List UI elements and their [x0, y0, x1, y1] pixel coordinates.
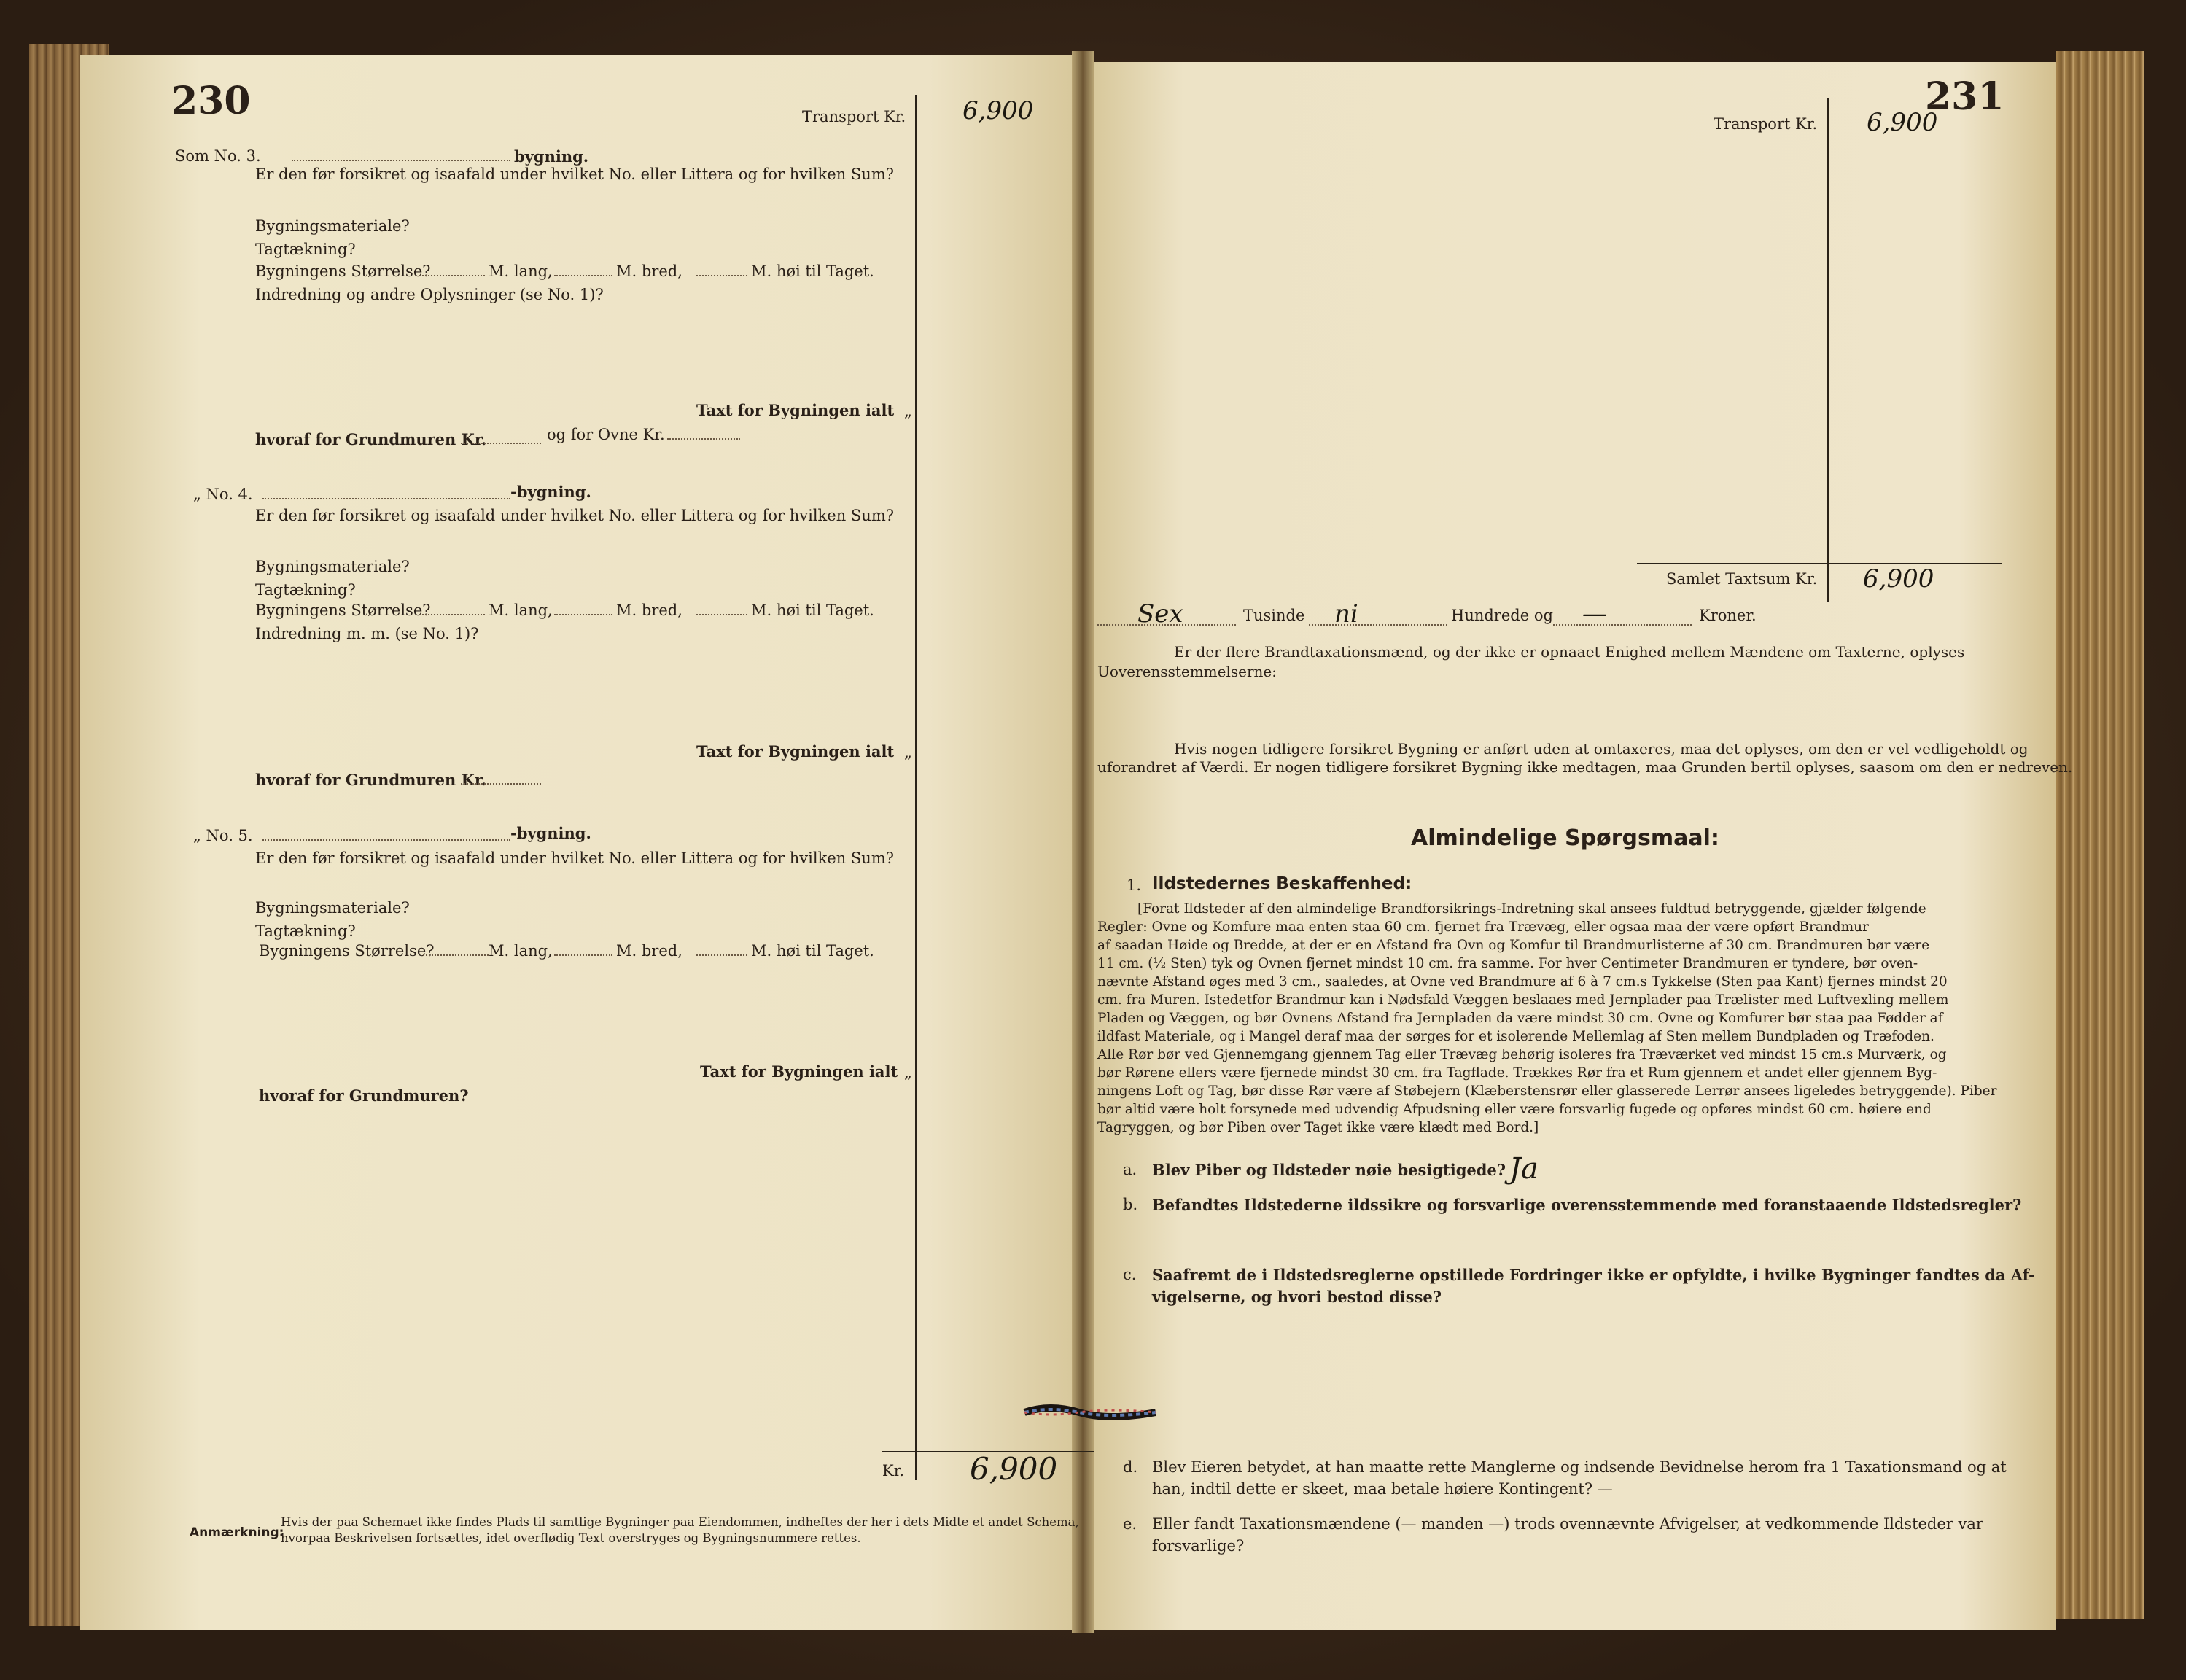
section-number: 1.: [1127, 876, 1142, 894]
question-a: Blev Piber og Ildsteder nøie besigtigede?: [1152, 1161, 1506, 1179]
regler-line-4: 11 cm. (½ Sten) tyk og Ovnen fjernet mindst 10 cm. fra samme. For hver Centimeter Brandmuren er tyndere, bør oven-: [1097, 956, 1918, 971]
regler-line-13: Tagryggen, og bør Piben over Taget ikke være klædt med Bord.]: [1097, 1120, 1539, 1135]
question-d-line-1: Blev Eieren betydet, at han maatte rette Manglerne og indsende Bevidnelse herom fra 1 Taxationsmand og at: [1152, 1458, 2007, 1476]
regler-line-10: bør Rørene ellers være fjernede mindst 30 cm. fra Tagflade. Trækkes Rør fra et Rum gjennem et andet eller gjennem Byg-: [1097, 1065, 1937, 1081]
no3-material: Bygningsmateriale?: [255, 217, 410, 235]
question-e-line-1: Eller fandt Taxationsmændene (— manden —) trods ovennævnte Afvigelser, at vedkommende Ildsteder var: [1152, 1515, 1983, 1533]
no5-total: Taxt for Bygningen ialt: [700, 1062, 898, 1081]
regler-line-9: Alle Rør bør ved Gjennemgang gjennem Tag eller Trævæg behørig isoleres fra Træværket ved mindst 15 cm.s Murværk, og: [1097, 1047, 1947, 1062]
page-number-left: 230: [171, 79, 251, 123]
no3-dotted-line: [292, 159, 510, 161]
no4-dots-1: [419, 613, 485, 615]
kr-value: 6,900: [970, 1451, 1058, 1487]
no3-size-label: Bygningens Størrelse?: [255, 262, 431, 280]
samlet-value: 6,900: [1863, 564, 1934, 594]
section-title: Ildstedernes Beskaffenhed:: [1152, 874, 1412, 893]
no5-grund: hvoraf for Grundmuren?: [259, 1086, 469, 1105]
no4-m-bred: M. bred,: [616, 602, 682, 619]
no3-interior: Indredning og andre Oplysninger (se No. 1)?: [255, 286, 604, 303]
question-c-letter: c.: [1123, 1266, 1137, 1283]
question-d-letter: d.: [1123, 1458, 1138, 1476]
para1-line-1: Er der flere Brandtaxationsmænd, og der ikke er opnaaet Enighed mellem Mændene om Taxterne, oplyses: [1174, 643, 1965, 661]
book-cover-right: [2056, 51, 2144, 1619]
question-a-answer: Ja: [1509, 1152, 1539, 1186]
samlet-label: Samlet Taxtsum Kr.: [1666, 570, 1818, 588]
no3-ovne-dots: [667, 438, 740, 440]
no3-total: Taxt for Bygningen ialt: [696, 401, 895, 419]
no4-suffix: -bygning.: [510, 483, 591, 501]
regler-line-7: Pladen og Væggen, og bør Ovnens Afstand fra Jernpladen da være mindst 30 cm. Ovne og Komfurer bør staa paa Fødder af: [1097, 1011, 1943, 1026]
regler-line-11: ningens Loft og Tag, bør disse Rør være af Støbejern (Klæberstensrør eller glasserede Lerrør ansees ligeledes betryggende). Piber: [1097, 1084, 1997, 1099]
no3-grund: hvoraf for Grundmuren Kr.: [255, 430, 487, 448]
no4-dots-3: [696, 613, 747, 615]
no4-interior: Indredning m. m. (se No. 1)?: [255, 625, 479, 642]
question-e-letter: e.: [1123, 1515, 1137, 1533]
no3-question: Er den før forsikret og isaafald under hvilket No. eller Littera og for hvilken Sum?: [255, 166, 894, 183]
no4-m-lang: M. lang,: [489, 602, 553, 619]
no5-question: Er den før forsikret og isaafald under hvilket No. eller Littera og for hvilken Sum?: [255, 849, 894, 867]
no5-m-lang: M. lang,: [489, 942, 553, 960]
no3-roofing: Tagtækning?: [255, 241, 356, 258]
sum-words-thousands: Sex: [1137, 599, 1183, 629]
no5-roofing: Tagtækning?: [255, 922, 356, 940]
para2-line-1: Hvis nogen tidligere forsikret Bygning er anført uden at omtaxeres, maa det oplyses, om den er vel vedligeholdt og: [1174, 740, 2029, 758]
no4-material: Bygningsmateriale?: [255, 558, 410, 575]
question-b: Befandtes Ildstederne ildssikre og forsvarlige overensstemmende med foranstaaende Ildstedsregler?: [1152, 1196, 2022, 1214]
question-a-letter: a.: [1123, 1161, 1137, 1178]
para2-line-2: uforandret af Værdi. Er nogen tidligere forsikret Bygning ikke medtagen, maa Grunden bertil oplyses, saasom om den er nedreven.: [1097, 758, 2073, 776]
hundrede-label: Hundrede og: [1451, 607, 1553, 624]
question-d-line-2: han, indtil dette er skeet, maa betale høiere Kontingent? —: [1152, 1480, 1613, 1498]
question-e-line-2: forsvarlige?: [1152, 1537, 1245, 1555]
no3-ovne: og for Ovne Kr.: [547, 426, 665, 443]
note-line-1: Hvis der paa Schemaet ikke findes Plads til samtlige Bygninger paa Eiendommen, indheftes der her i dets Midte et andet Schema,: [281, 1515, 1079, 1529]
no4-dots-2: [554, 613, 612, 615]
sum-dots-2: [1309, 623, 1447, 626]
no4-grund-dots: [461, 782, 541, 785]
transport-value-left: 6,900: [962, 96, 1034, 125]
no4-total: Taxt for Bygningen ialt: [696, 742, 895, 761]
bookmark-ribbon: [1021, 1404, 1159, 1421]
no4-size-label: Bygningens Størrelse?: [255, 602, 431, 619]
no4-dotted-line: [262, 497, 510, 499]
no3-dots-2: [554, 274, 612, 276]
sum-dots-1: [1097, 623, 1236, 626]
transport-value-right: 6,900: [1867, 108, 1938, 137]
amount-column-line: [915, 95, 917, 1480]
sum-words-rest: —: [1582, 599, 1607, 629]
no3-grund-dots: [461, 442, 541, 444]
no5-m-bred: M. bred,: [616, 942, 682, 960]
regler-line-6: cm. fra Muren. Istedetfor Brandmur kan i Nødsfald Væggen beslaaes med Jernplader paa Trælister med Luftvexling mellem: [1097, 992, 1949, 1008]
no5-suffix: -bygning.: [510, 824, 591, 842]
no5-dots-2: [554, 954, 612, 956]
kroner-label: Kroner.: [1699, 607, 1757, 624]
no5-m-hoi: M. høi til Taget.: [751, 942, 874, 960]
note-line-2: hvorpaa Beskrivelsen fortsættes, idet overflødig Text overstryges og Bygningsnummere rettes.: [281, 1531, 861, 1545]
sum-dots-3: [1553, 623, 1692, 626]
question-c-line-2: vigelserne, og hvori bestod disse?: [1152, 1288, 1442, 1306]
no3-dots-1: [419, 274, 485, 276]
almindelige-heading: Almindelige Spørgsmaal:: [1411, 825, 1719, 851]
regler-line-3: af saadan Høide og Bredde, at der er en Afstand fra Ovn og Komfur til Brandmurlisterne af 30 cm. Brandmuren bør være: [1097, 938, 1930, 953]
no4-prefix: „ No. 4.: [193, 486, 253, 503]
no4-total-mark: „: [904, 744, 912, 761]
no5-dots-3: [696, 954, 747, 956]
no5-total-mark: „: [904, 1064, 912, 1081]
no3-total-mark: „: [904, 402, 912, 420]
question-c-line-1: Saafremt de i Ildstedsreglerne opstillede Fordringer ikke er opfyldte, i hvilke Bygninger fandtes da Af-: [1152, 1266, 2035, 1284]
no5-size-label: Bygningens Størrelse?: [259, 942, 435, 960]
no3-m-lang: M. lang,: [489, 262, 553, 280]
no3-m-bred: M. bred,: [616, 262, 682, 280]
regler-line-8: ildfast Materiale, og i Mangel deraf maa der sørges for et isolerende Mellemlag af Sten mellem Bundpladen og Træfoden.: [1097, 1029, 1934, 1044]
no3-dots-3: [696, 274, 747, 276]
no5-dotted-line: [262, 839, 510, 841]
sum-words-hundreds: ni: [1334, 599, 1358, 629]
no3-suffix: bygning.: [514, 147, 589, 166]
transport-label-right: Transport Kr.: [1714, 115, 1818, 133]
no4-roofing: Tagtækning?: [255, 581, 356, 599]
regler-line-1: [Forat Ildsteder af den almindelige Brandforsikrings-Indretning skal ansees fuldtud betryggende, gjælder følgende: [1137, 901, 1926, 917]
no5-prefix: „ No. 5.: [193, 827, 253, 844]
no4-m-hoi: M. høi til Taget.: [751, 602, 874, 619]
regler-line-5: nævnte Afstand øges med 3 cm., saaledes, at Ovne ved Brandmure af 6 à 7 cm.s Tykkelse (Sten paa Kant) fjernes mindst 20: [1097, 974, 1948, 989]
transport-label-left: Transport Kr.: [802, 108, 906, 125]
no4-question: Er den før forsikret og isaafald under hvilket No. eller Littera og for hvilken Sum?: [255, 507, 894, 524]
kr-label: Kr.: [882, 1462, 905, 1479]
question-b-letter: b.: [1123, 1196, 1138, 1213]
page-number-right: 231: [1925, 74, 2004, 119]
no4-grund: hvoraf for Grundmuren Kr.: [255, 771, 487, 789]
book-gutter: [1072, 51, 1094, 1633]
note-label: Anmærkning:: [190, 1525, 284, 1540]
tusinde-label: Tusinde: [1243, 607, 1305, 624]
para1-line-2: Uoverensstemmelserne:: [1097, 663, 1277, 680]
samlet-rule: [1637, 563, 2002, 564]
regler-line-2: Regler: Ovne og Komfure maa enten staa 60 cm. fjernet fra Trævæg, eller ogsaa maa der være opført Brandmur: [1097, 919, 1869, 935]
regler-line-12: bør altid være holt forsynede med udvendig Afpudsning eller være forsvarlig fugede og opføres mindst 60 cm. høiere end: [1097, 1102, 1932, 1117]
no5-dots-1: [423, 954, 489, 956]
no3-prefix: Som No. 3.: [175, 147, 261, 165]
no5-material: Bygningsmateriale?: [255, 899, 410, 917]
amount-column-line-right: [1827, 98, 1829, 602]
no3-m-hoi: M. høi til Taget.: [751, 262, 874, 280]
